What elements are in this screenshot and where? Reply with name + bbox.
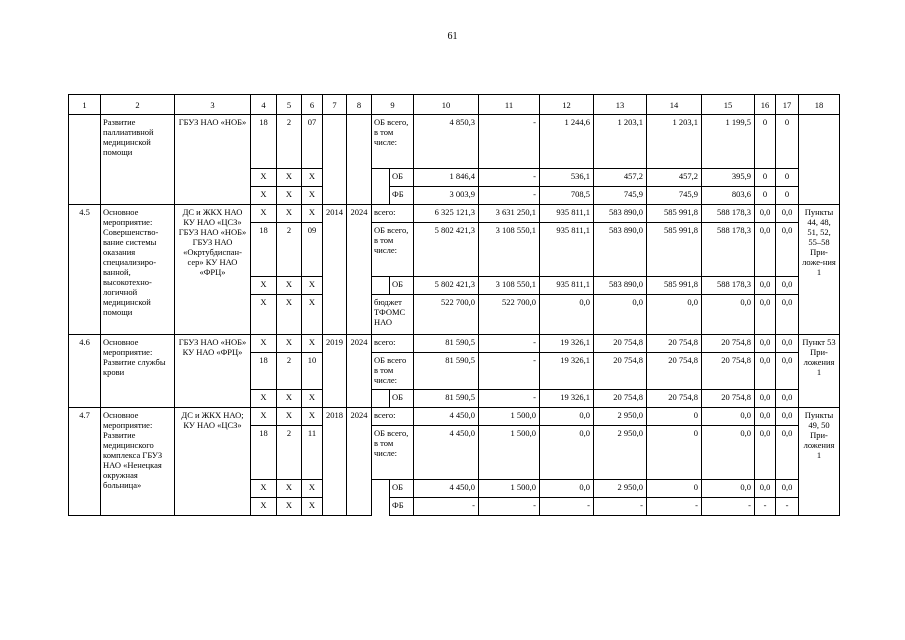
year-end: 2024 [347,408,372,516]
header-cell: 2 [101,95,175,115]
amount-cell: 0,0 [755,353,776,390]
amount-cell: 935 811,1 [540,277,594,295]
amount-cell: 0,0 [776,223,799,277]
header-cell: 12 [540,95,594,115]
amount-cell: 0 [755,115,776,169]
amount-cell: 708,5 [540,187,594,205]
amount-cell: 4 450,0 [414,426,479,480]
amount-cell: 20 754,8 [647,335,702,353]
amount-cell: 0,0 [776,480,799,498]
amount-cell: 588 178,3 [702,223,755,277]
code-cell: 18 [251,426,277,480]
amount-cell: - [594,498,647,516]
amount-cell: 0,0 [702,408,755,426]
header-cell: 4 [251,95,277,115]
header-cell: 8 [347,95,372,115]
funding-source: бюджет ТФОМС НАО [372,295,414,335]
amount-cell: - [479,353,540,390]
code-cell: Х [277,335,302,353]
amount-cell: 522 700,0 [414,295,479,335]
note-cell [799,115,840,205]
source-spacer [372,390,390,408]
amount-cell: 585 991,8 [647,223,702,277]
amount-cell: 2 950,0 [594,408,647,426]
code-cell: Х [302,277,323,295]
amount-cell: 0,0 [755,426,776,480]
code-cell: 2 [277,115,302,169]
item-number: 4.7 [69,408,101,516]
executor: ГБУЗ НАО «НОБ» [175,115,251,205]
code-cell: Х [251,335,277,353]
amount-cell: - [647,498,702,516]
year-start: 2014 [323,205,347,335]
amount-cell: 585 991,8 [647,205,702,223]
code-cell: Х [302,205,323,223]
code-cell: Х [277,205,302,223]
header-cell: 10 [414,95,479,115]
amount-cell: 0,0 [755,408,776,426]
table-row [69,335,840,353]
source-spacer [372,187,390,205]
funding-source: всего: [372,205,414,223]
code-cell: Х [277,390,302,408]
amount-cell: - [702,498,755,516]
header-cell: 5 [277,95,302,115]
amount-cell: 0 [647,480,702,498]
item-number: 4.6 [69,335,101,408]
amount-cell: 20 754,8 [594,335,647,353]
amount-cell: 0,0 [755,223,776,277]
year-end: 2024 [347,335,372,408]
code-cell: Х [302,169,323,187]
code-cell: 2 [277,223,302,277]
code-cell: 11 [302,426,323,480]
funding-source: ОБ всего, в том числе: [372,115,414,169]
code-cell: Х [251,205,277,223]
note-cell: Пункты 44, 48, 51, 52, 55–58 При-ложе-ния 1 [799,205,840,335]
amount-cell: 20 754,8 [702,335,755,353]
amount-cell: 2 950,0 [594,426,647,480]
amount-cell: 522 700,0 [479,295,540,335]
amount-cell: - [479,169,540,187]
amount-cell: 457,2 [594,169,647,187]
amount-cell: 1 500,0 [479,408,540,426]
code-cell: Х [302,480,323,498]
code-cell: 10 [302,353,323,390]
code-cell: Х [251,408,277,426]
code-cell: 07 [302,115,323,169]
funding-source: ОБ [390,480,414,498]
amount-cell: - [479,390,540,408]
funding-source: всего: [372,335,414,353]
amount-cell: 20 754,8 [702,353,755,390]
amount-cell: 536,1 [540,169,594,187]
amount-cell: 583 890,0 [594,223,647,277]
item-name: Развитие паллиативной медицинской помощи [101,115,175,205]
funding-source: ОБ [390,390,414,408]
amount-cell: 588 178,3 [702,277,755,295]
amount-cell: - [479,115,540,169]
code-cell: Х [277,408,302,426]
header-cell: 9 [372,95,414,115]
amount-cell: 588 178,3 [702,205,755,223]
amount-cell: 0,0 [776,335,799,353]
header-cell: 11 [479,95,540,115]
amount-cell: 0,0 [776,353,799,390]
amount-cell: 4 450,0 [414,408,479,426]
amount-cell: 0,0 [776,277,799,295]
amount-cell: 1 203,1 [647,115,702,169]
amount-cell: 0 [647,426,702,480]
amount-cell: 1 500,0 [479,426,540,480]
code-cell: 2 [277,426,302,480]
code-cell: Х [277,480,302,498]
item-number [69,115,101,205]
code-cell: Х [251,480,277,498]
amount-cell: 20 754,8 [647,390,702,408]
funding-source: ОБ всего, в том числе: [372,426,414,480]
amount-cell: - [479,187,540,205]
funding-source: всего: [372,408,414,426]
header-cell: 14 [647,95,702,115]
amount-cell: 20 754,8 [702,390,755,408]
amount-cell: 0,0 [702,295,755,335]
code-cell: Х [277,169,302,187]
amount-cell: 935 811,1 [540,205,594,223]
amount-cell: 5 802 421,3 [414,223,479,277]
note-cell: Пункт 53 При-ложения 1 [799,335,840,408]
code-cell: Х [302,408,323,426]
page-number: 61 [447,31,458,42]
amount-cell: 3 003,9 [414,187,479,205]
source-spacer [372,169,390,187]
amount-cell: - [479,498,540,516]
header-cell: 7 [323,95,347,115]
amount-cell: 0,0 [540,408,594,426]
amount-cell: 20 754,8 [594,353,647,390]
amount-cell: 0 [776,187,799,205]
code-cell: Х [302,390,323,408]
item-name: Основное мероприятие: Развитие службы крови [101,335,175,408]
amount-cell: 0,0 [702,480,755,498]
amount-cell: 0,0 [776,205,799,223]
item-name: Основное мероприятие: Развитие медицинского комплекса ГБУЗ НАО «Ненецкая окружная больница» [101,408,175,516]
amount-cell: 0,0 [755,480,776,498]
amount-cell: 395,9 [702,169,755,187]
code-cell: 09 [302,223,323,277]
amount-cell: 2 950,0 [594,480,647,498]
amount-cell: 19 326,1 [540,353,594,390]
code-cell: Х [302,295,323,335]
funding-source: ФБ [390,498,414,516]
amount-cell: 0 [776,115,799,169]
code-cell: Х [251,187,277,205]
amount-cell: 0,0 [540,480,594,498]
amount-cell: 745,9 [647,187,702,205]
header-cell: 1 [69,95,101,115]
funding-source: ФБ [390,187,414,205]
amount-cell: 583 890,0 [594,277,647,295]
budget-table [68,94,840,516]
year-start: 2019 [323,335,347,408]
amount-cell: 81 590,5 [414,353,479,390]
amount-cell: 0 [755,187,776,205]
code-cell: Х [251,277,277,295]
code-cell: Х [277,187,302,205]
note-cell: Пункты 49, 50 При-ложения 1 [799,408,840,516]
amount-cell: 1 500,0 [479,480,540,498]
code-cell: 18 [251,115,277,169]
header-row [69,95,840,115]
amount-cell: 0,0 [540,426,594,480]
amount-cell: - [479,335,540,353]
header-cell: 6 [302,95,323,115]
table-row [69,115,840,169]
amount-cell: 20 754,8 [594,390,647,408]
amount-cell: 19 326,1 [540,335,594,353]
amount-cell: 583 890,0 [594,205,647,223]
source-spacer [372,277,390,295]
amount-cell: 19 326,1 [540,390,594,408]
amount-cell: 935 811,1 [540,223,594,277]
funding-source: ОБ всего, в том числе: [372,223,414,277]
amount-cell: 803,6 [702,187,755,205]
amount-cell: 0,0 [702,426,755,480]
header-cell: 3 [175,95,251,115]
funding-source: ОБ [390,169,414,187]
code-cell: Х [302,335,323,353]
code-cell: Х [277,295,302,335]
item-name: Основное мероприятие: Совершенство-вание системы оказания специализиро-ванной, высокотехно-логичной медицинской помощи [101,205,175,335]
code-cell: Х [251,498,277,516]
amount-cell: 0,0 [540,295,594,335]
header-cell: 15 [702,95,755,115]
amount-cell: - [414,498,479,516]
year-end: 2024 [347,205,372,335]
amount-cell: 81 590,5 [414,390,479,408]
amount-cell: 0,0 [755,335,776,353]
amount-cell: 0,0 [755,295,776,335]
amount-cell: 1 203,1 [594,115,647,169]
funding-source: ОБ всего в том числе: [372,353,414,390]
table-row [69,408,840,426]
code-cell: Х [251,390,277,408]
amount-cell: 0 [647,408,702,426]
amount-cell: - [540,498,594,516]
amount-cell: 5 802 421,3 [414,277,479,295]
header-cell: 18 [799,95,840,115]
amount-cell: 0,0 [776,408,799,426]
source-spacer [372,498,390,516]
amount-cell: 0,0 [647,295,702,335]
amount-cell: 0,0 [776,295,799,335]
code-cell: Х [251,169,277,187]
executor: ДС и ЖКХ НАО КУ НАО «ЦСЗ» ГБУЗ НАО «НОБ» ГБУЗ НАО «Окртубдиспан-сер» КУ НАО «ФРЦ» [175,205,251,335]
executor: ГБУЗ НАО «НОБ» КУ НАО «ФРЦ» [175,335,251,408]
amount-cell: 0,0 [594,295,647,335]
code-cell: Х [277,498,302,516]
amount-cell: 0,0 [755,205,776,223]
executor: ДС и ЖКХ НАО; КУ НАО «ЦСЗ» [175,408,251,516]
code-cell: Х [277,277,302,295]
code-cell: Х [251,295,277,335]
header-cell: 13 [594,95,647,115]
amount-cell: 1 846,4 [414,169,479,187]
amount-cell: 0,0 [776,426,799,480]
amount-cell: 4 450,0 [414,480,479,498]
year-start: 2018 [323,408,347,516]
amount-cell: 585 991,8 [647,277,702,295]
amount-cell: 20 754,8 [647,353,702,390]
amount-cell: - [755,498,776,516]
amount-cell: 0,0 [755,390,776,408]
amount-cell: 0 [755,169,776,187]
code-cell: Х [302,187,323,205]
year-start [323,115,347,205]
amount-cell: 745,9 [594,187,647,205]
header-cell: 17 [776,95,799,115]
code-cell: 2 [277,353,302,390]
amount-cell: 0,0 [776,390,799,408]
amount-cell: 6 325 121,3 [414,205,479,223]
amount-cell: 0,0 [755,277,776,295]
amount-cell: 3 108 550,1 [479,223,540,277]
year-end [347,115,372,205]
amount-cell: 81 590,5 [414,335,479,353]
amount-cell: 1 244,6 [540,115,594,169]
amount-cell: 3 631 250,1 [479,205,540,223]
amount-cell: - [776,498,799,516]
amount-cell: 0 [776,169,799,187]
item-number: 4.5 [69,205,101,335]
amount-cell: 4 850,3 [414,115,479,169]
amount-cell: 1 199,5 [702,115,755,169]
amount-cell: 3 108 550,1 [479,277,540,295]
header-cell: 16 [755,95,776,115]
code-cell: 18 [251,223,277,277]
source-spacer [372,480,390,498]
code-cell: 18 [251,353,277,390]
code-cell: Х [302,498,323,516]
amount-cell: 457,2 [647,169,702,187]
table-row [69,205,840,223]
funding-source: ОБ [390,277,414,295]
